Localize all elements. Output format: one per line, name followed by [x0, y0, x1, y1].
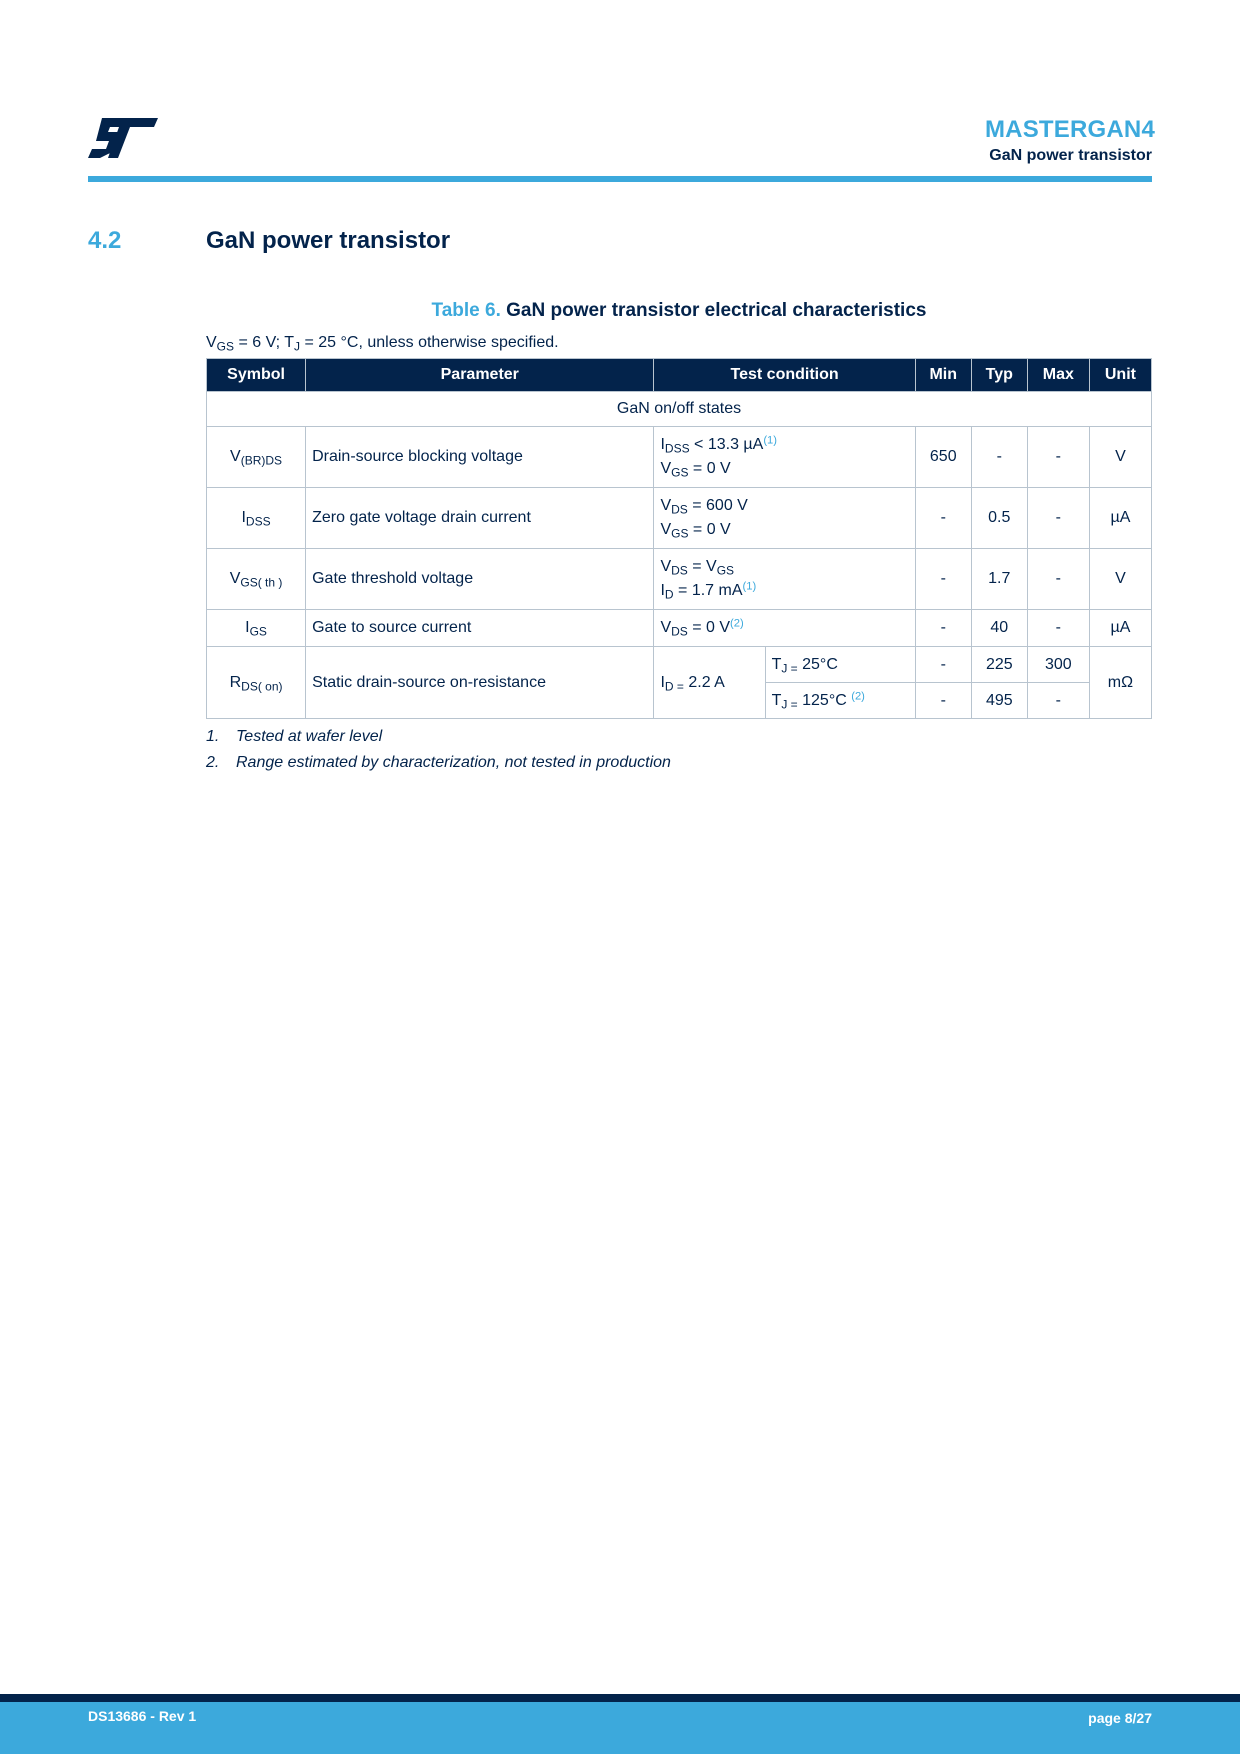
parameter-cell: Zero gate voltage drain current: [306, 488, 654, 549]
symbol-cell: $I_{GS}$: [207, 610, 306, 647]
group-row: [207, 392, 1152, 427]
col-unit: Unit: [1089, 359, 1151, 392]
col-min: Min: [915, 359, 971, 392]
parameter-cell: Static drain-source on-resistance: [306, 647, 654, 719]
min-cell: -: [915, 488, 971, 549]
table-row: [207, 427, 1152, 488]
section-number: 4.2: [88, 227, 122, 254]
group-label: GaN on/off states: [207, 392, 1152, 427]
min-cell: -: [915, 549, 971, 610]
subcondition-cell: $T_{J =}$ 25°C: [765, 647, 915, 683]
typ-cell: 0.5: [971, 488, 1027, 549]
unit-cell: µA: [1089, 488, 1151, 549]
max-cell: -: [1027, 488, 1089, 549]
table-row: [207, 549, 1152, 610]
document-title: MASTERGAN4: [984, 116, 1155, 143]
footer-rule: [0, 1694, 1240, 1702]
st-logo: [88, 118, 158, 158]
condition-cell: $V_{DS} = 0$ V$^{(2)}$: [654, 610, 915, 647]
parameter-cell: Drain-source blocking voltage: [306, 427, 654, 488]
typ-cell: 1.7: [971, 549, 1027, 610]
table-header-row: [207, 359, 1152, 392]
document-subtitle: GaN power transistor: [989, 147, 1152, 164]
section-title: GaN power transistor: [206, 227, 451, 254]
unit-cell: V: [1089, 427, 1151, 488]
max-cell: -: [1027, 610, 1089, 647]
symbol-cell: $V_{GS( th )}$: [207, 549, 306, 610]
unit-cell: µA: [1089, 610, 1151, 647]
parameter-cell: Gate threshold voltage: [306, 549, 654, 610]
footnote: 2. Range estimated by characterization, not tested in production: [206, 754, 671, 771]
table-row: [207, 610, 1152, 647]
max-cell: -: [1027, 683, 1089, 719]
parameter-cell: Gate to source current: [306, 610, 654, 647]
footnote: 1. Tested at wafer level: [206, 728, 383, 745]
min-cell: -: [915, 647, 971, 683]
col-test-condition: Test condition: [654, 359, 915, 392]
condition-cell: $V_{DS} = 600$ V $V_{GS} = 0$ V: [654, 488, 915, 549]
col-max: Max: [1027, 359, 1089, 392]
col-symbol: Symbol: [207, 359, 306, 392]
symbol-cell: $V_{(BR)DS}$: [207, 427, 306, 488]
condition-cell: $I_{D =}$ 2.2 A: [654, 647, 765, 719]
max-cell: -: [1027, 549, 1089, 610]
table-caption: [206, 300, 1152, 322]
max-cell: -: [1027, 427, 1089, 488]
typ-cell: 225: [971, 647, 1027, 683]
min-cell: 650: [915, 427, 971, 488]
electrical-characteristics-table: [206, 358, 1152, 719]
table-caption-label: Table 6.: [431, 300, 501, 321]
max-cell: 300: [1027, 647, 1089, 683]
symbol-cell: $I_{DSS}$: [207, 488, 306, 549]
col-parameter: Parameter: [306, 359, 654, 392]
table-caption-title: GaN power transistor electrical characteristics: [506, 300, 927, 321]
footer-page-number: page 8/27: [1088, 1710, 1152, 1726]
typ-cell: -: [971, 427, 1027, 488]
table-row: [207, 488, 1152, 549]
condition-cell: $I_{DSS} < 13.3$ µA$^{(1)}$ $V_{GS} = 0$ V: [654, 427, 915, 488]
footer-doc-id: DS13686 - Rev 1: [88, 1708, 197, 1724]
unit-cell: V: [1089, 549, 1151, 610]
typ-cell: 495: [971, 683, 1027, 719]
min-cell: -: [915, 683, 971, 719]
condition-cell: $V_{DS} = V_{GS}$ $I_D = 1.7$ mA$^{(1)}$: [654, 549, 915, 610]
unit-cell: mΩ: [1089, 647, 1151, 719]
typ-cell: 40: [971, 610, 1027, 647]
header-rule: [88, 176, 1152, 182]
test-conditions-note: $V_{GS} = 6$ V; $T_J = 25$ °C, unless otherwise specified.: [206, 334, 559, 354]
col-typ: Typ: [971, 359, 1027, 392]
table-row: [207, 647, 1152, 683]
subcondition-cell: $T_{J =}$ 125°C $^{(2)}$: [765, 683, 915, 719]
symbol-cell: $R_{DS( on)}$: [207, 647, 306, 719]
footnotes: [206, 728, 671, 780]
min-cell: -: [915, 610, 971, 647]
